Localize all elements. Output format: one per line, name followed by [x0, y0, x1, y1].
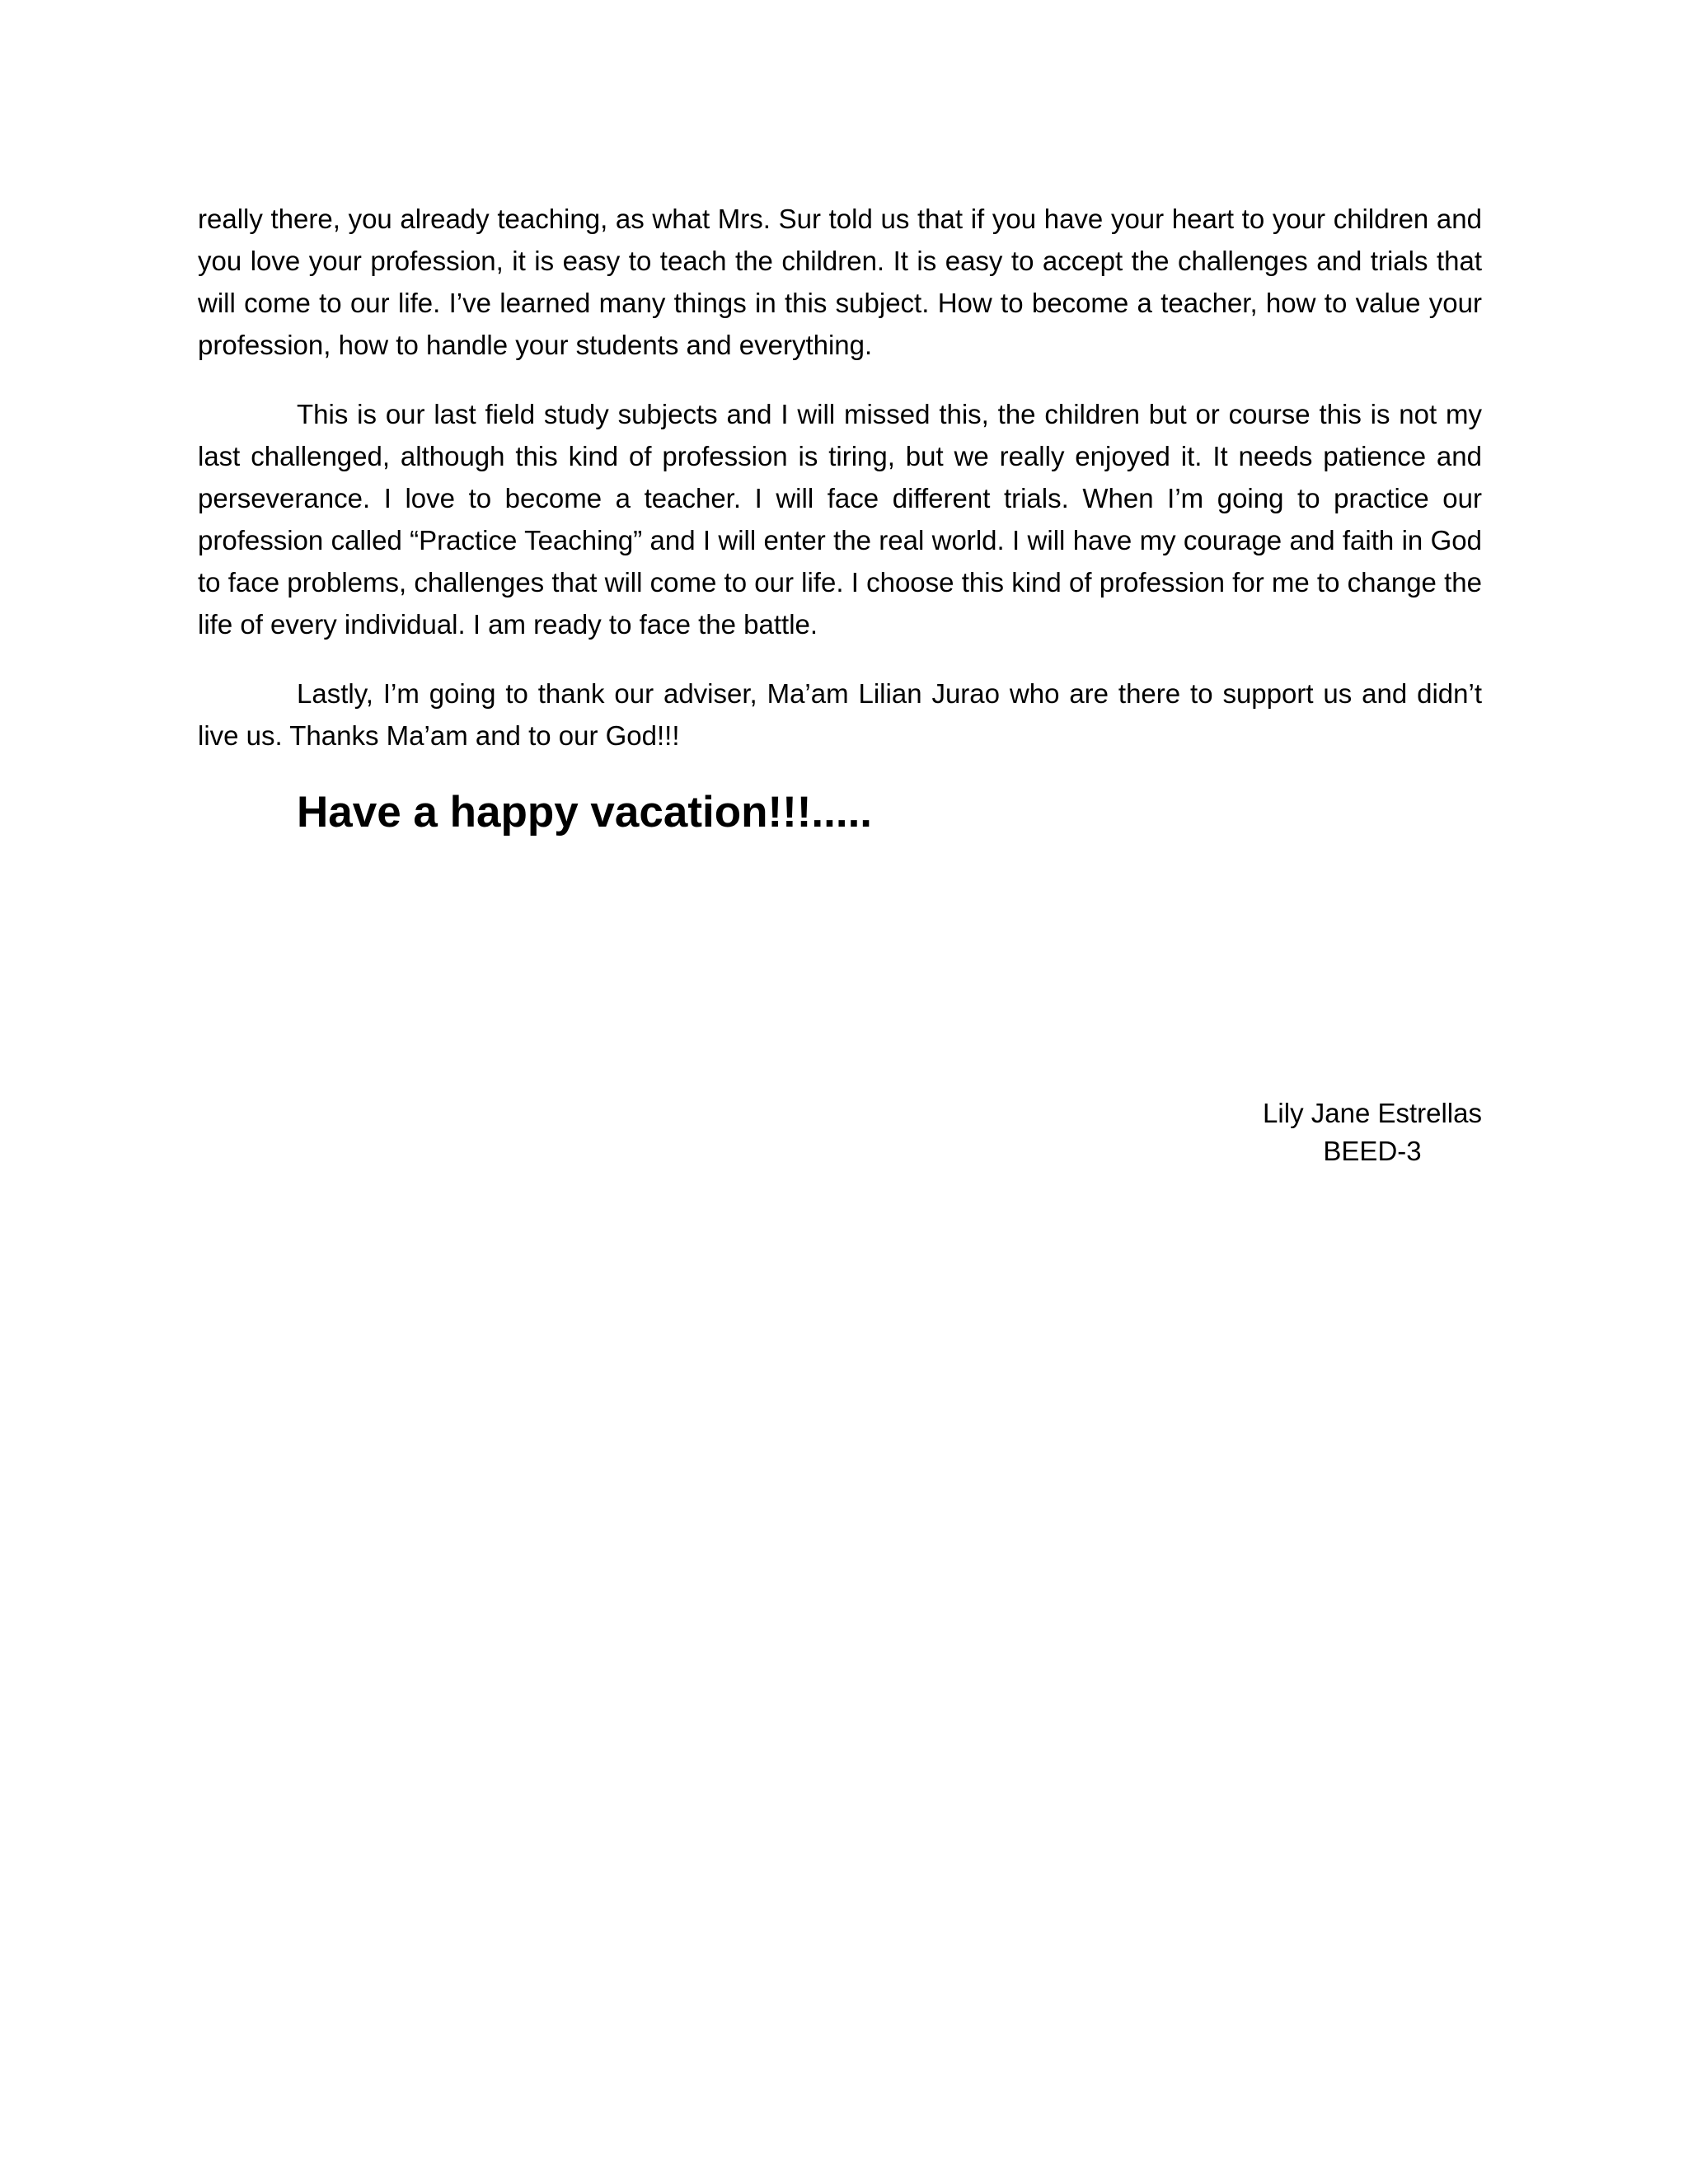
paragraph-thanks: Lastly, I’m going to thank our adviser, Ma’am Lilian Jurao who are there to support us and didn’t live us. Thanks Ma’am and to our God!!! — [198, 678, 1482, 751]
closing-heading: Have a happy vacation!!!..... — [297, 788, 873, 837]
document-body — [198, 198, 1482, 841]
signature-course: BEED-3 — [1323, 1136, 1422, 1166]
signature-block — [1263, 1094, 1482, 1170]
signature-name: Lily Jane Estrellas — [1263, 1098, 1482, 1128]
paragraph-continuation: really there, you already teaching, as what Mrs. Sur told us that if you have your heart to your children and you love your profession, it is easy to teach the children. It is easy to accept the challenges and trials that will come to our life. I’ve learned many things in this subject. How to become a teacher, how to value your profession, how to handle your students and everything. — [198, 204, 1482, 360]
paragraph-field-study: This is our last field study subjects and I will missed this, the children but or course this is not my last challenged, although this kind of profession is tiring, but we really enjoyed it. It needs patience and perseverance. I love to become a teacher. I will face different trials. When I’m going to practice our profession called “Practice Teaching” and I will enter the real world. I will have my courage and faith in God to face problems, challenges that will come to our life. I choose this kind of profession for me to change the life of every individual. I am ready to face the battle. — [198, 399, 1482, 640]
